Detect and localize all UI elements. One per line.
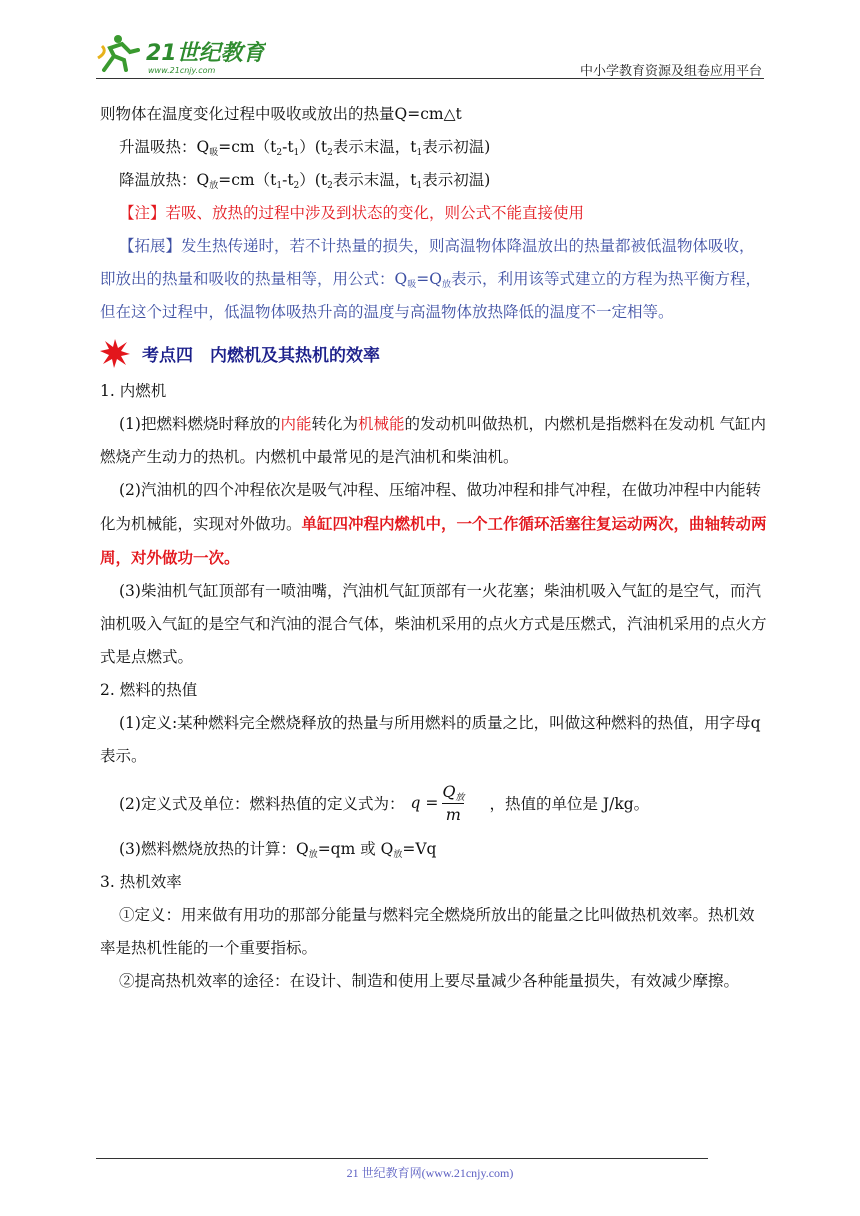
page-header bbox=[96, 28, 764, 80]
header-platform-text: 中小学教育资源及组卷应用平台 bbox=[579, 64, 762, 79]
fuel-value-formula: q = $\frac{Q_放}{m}$ bbox=[410, 781, 465, 824]
red-burst-icon bbox=[100, 338, 130, 368]
four-stroke-text: (2)汽油机的四个冲程依次是吸气冲程、压缩冲程、做功冲程和排气冲程，在做功冲程中内能转化为机械能，实现对外做功。单缸四冲程内燃机中，一个工作循环活塞往复运动两次，曲轴转动两周，对外做功一次。 bbox=[100, 481, 767, 567]
svg-text:www.21cnjy.com: www.21cnjy.com bbox=[148, 66, 216, 75]
heat-calc-line: (3)燃料燃烧放热的计算：$Q_放=qm$ 或 $Q_放=Vq$ bbox=[119, 840, 437, 860]
document-body bbox=[100, 98, 768, 998]
fuel-value-formula-line: (2)定义式及单位：燃料热值的定义式为： q = $\frac{Q_放}{m}$ ，热值的单位是 J/kg。 bbox=[119, 781, 650, 824]
efficiency-definition: ①定义：用来做有用功的那部分能量与燃料完全燃烧所放出的能量之比叫做热机效率。热机效率是热机性能的一个重要指标。 bbox=[100, 906, 755, 957]
heading-fuel-value: 2. 燃料的热值 bbox=[100, 681, 198, 699]
fuel-value-definition: (1)定义:某种燃料完全燃烧释放的热量与所用燃料的质量之比，叫做这种燃料的热值，用字母q表示。 bbox=[100, 714, 761, 765]
heat-release-line: 降温放热：$Q_放=cm(t_1-t_2)(t_2$表示末温，$t_1$表示初温) bbox=[119, 171, 491, 191]
svg-text:21世纪教育: 21世纪教育 bbox=[146, 41, 265, 66]
heat-absorb-line: 升温吸热：$Q_吸=cm(t_2-t_1)(t_2$表示末温，$t_1$表示初温) bbox=[119, 138, 491, 158]
heading-efficiency: 3. 热机效率 bbox=[100, 873, 182, 891]
footer-divider bbox=[96, 1158, 708, 1159]
diesel-gasoline-text: (3)柴油机气缸顶部有一喷油嘴，汽油机气缸顶部有一火花塞；柴油机吸入气缸的是空气，而汽油机吸入气缸的是空气和汽油的混合气体，柴油机采用的点火方式是压燃式，汽油机采用的点火方式是点燃式。 bbox=[100, 582, 767, 666]
site-logo bbox=[96, 30, 266, 76]
section-title: 考点四 内燃机及其热机的效率 bbox=[142, 345, 380, 366]
heading-ice-engine: 1. 内燃机 bbox=[100, 382, 167, 400]
heat-formula-line: 则物体在温度变化过程中吸收或放出的热量Q=cm△t bbox=[100, 105, 462, 123]
engine-definition: (1)把燃料燃烧时释放的内能转化为机械能的发动机叫做热机，内燃机是指燃料在发动机 气缸内燃烧产生动力的热机。内燃机中最常见的是汽油机和柴油机。 bbox=[100, 415, 766, 466]
extension-text: 【拓展】发生热传递时，若不计热量的损失，则高温物体降温放出的热量都被低温物体吸收，即放出的热量和吸收的热量相等，用公式：$Q_吸=Q_放$表示，利用该等式建立的方程为热平衡方程，但在这个过程中，低温物体吸热升高的温度与高温物体放热降低的温度不一定相等。 bbox=[100, 237, 761, 321]
header-divider bbox=[96, 78, 764, 79]
section-heading bbox=[100, 331, 768, 375]
efficiency-improve: ②提高热机效率的途径：在设计、制造和使用上要尽量减少各种能量损失，有效减少摩擦。 bbox=[119, 972, 740, 990]
runner-icon bbox=[98, 35, 138, 70]
note-text: 【注】若吸、放热的过程中涉及到状态的变化，则公式不能直接使用 bbox=[119, 204, 585, 222]
footer-text: 21 世纪教育网(www.21cnjy.com) bbox=[346, 1166, 514, 1180]
